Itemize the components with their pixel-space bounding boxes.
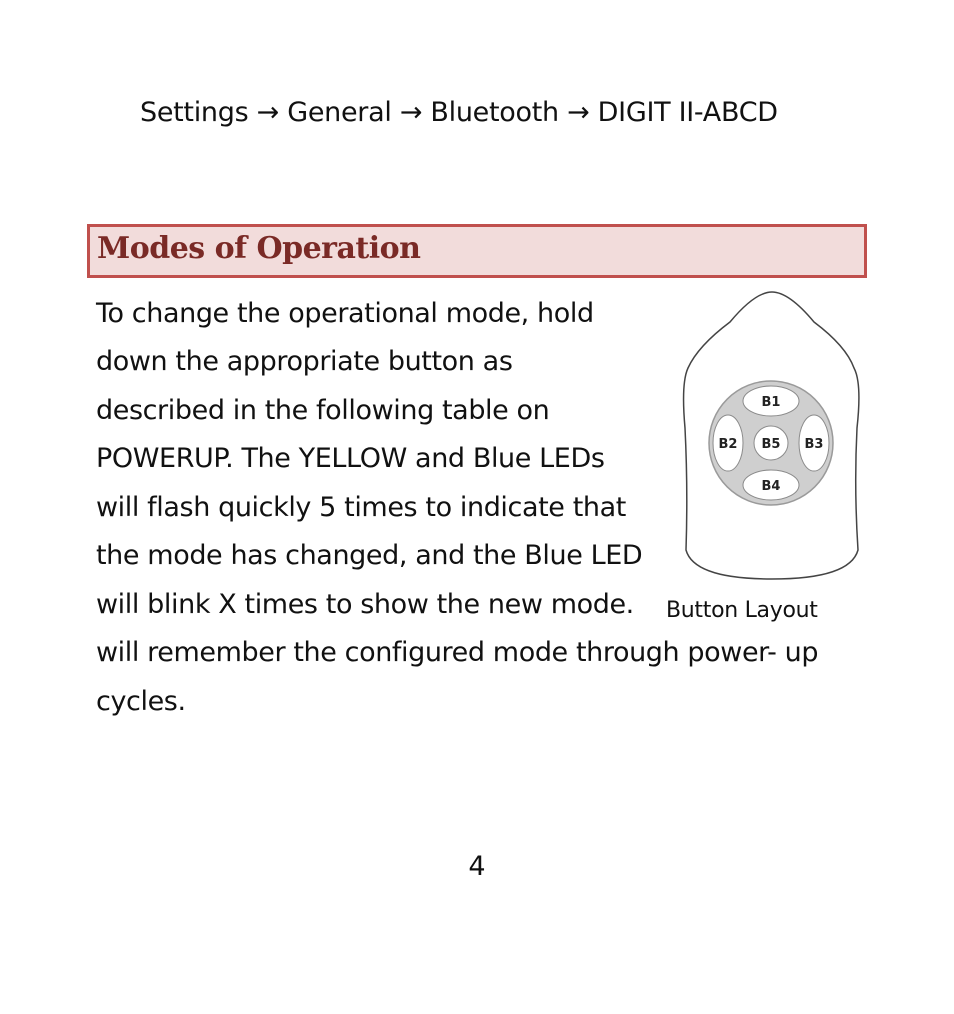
- button-b3-label: B3: [804, 437, 824, 452]
- remote-device-illustration: [680, 288, 864, 584]
- paragraph-line: cycles.: [96, 686, 186, 717]
- paragraph-line: will blink X times to show the new mode.: [96, 589, 634, 620]
- button-b2-label: B2: [718, 437, 738, 452]
- paragraph-line: the mode has changed, and the Blue LED: [96, 540, 643, 571]
- figure-caption: Button Layout: [666, 598, 818, 623]
- paragraph-line: down the appropriate button as: [96, 346, 513, 377]
- section-heading-box: [87, 224, 867, 278]
- paragraph-line: POWERUP. The YELLOW and Blue LEDs: [96, 443, 605, 474]
- paragraph-line: will remember the configured mode through power- up: [96, 637, 819, 668]
- breadcrumb: Settings → General → Bluetooth → DIGIT II-ABCD: [140, 97, 778, 128]
- section-heading: Modes of Operation: [97, 231, 421, 266]
- paragraph-line: will flash quickly 5 times to indicate that: [96, 492, 626, 523]
- paragraph-line: described in the following table on: [96, 395, 550, 426]
- page-number: 4: [468, 851, 486, 882]
- paragraph-line: To change the operational mode, hold: [96, 298, 594, 329]
- button-b1-label: B1: [761, 395, 781, 410]
- button-b4-label: B4: [761, 479, 781, 494]
- button-layout-figure: [680, 288, 864, 584]
- button-b5-label: B5: [761, 437, 781, 452]
